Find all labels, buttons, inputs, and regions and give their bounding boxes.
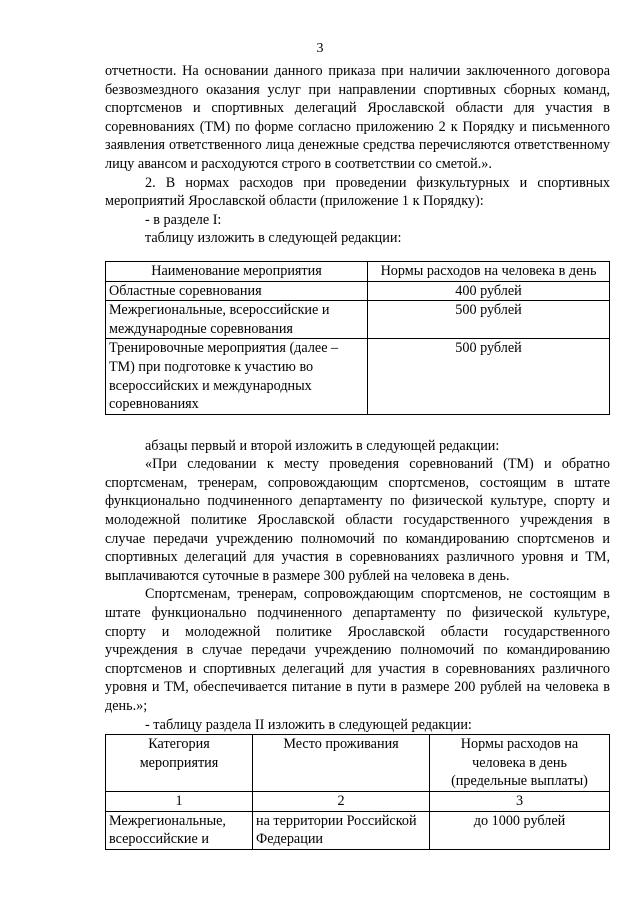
column-number: 1 (106, 791, 253, 811)
table-cell: Межрегиональные, всероссийские и (106, 811, 253, 849)
table-cell: до 1000 рублей (430, 811, 610, 849)
table-number-row (106, 791, 610, 811)
table-header-cell: Категория мероприятия (106, 735, 253, 792)
paragraph: отчетности. На основании данного приказа при наличии заключенного договора безвозмездного оказания услуг при направлении спортивных сборных команд, спортсменов и спортивных делегаций Ярославской области для участия в соревнованиях (ТМ) по форме согласно приложению 2 к Порядку и письменного заявления ответственного лица денежные средства перечисляются ответственному лицу авансом и расходуются строго в соответствии со сметой.». (105, 63, 610, 172)
table-row (106, 281, 610, 301)
column-number: 3 (430, 791, 610, 811)
paragraph: абзацы первый и второй изложить в следующей редакции: (145, 437, 500, 454)
table-cell: 500 рублей (368, 339, 610, 414)
table-cell: Межрегиональные, всероссийские и международные соревнования (106, 301, 368, 339)
paragraph: Спортсменам, тренерам, сопровождающим спортсменов, не состоящим в штате функционально подчиненного департаменту по физической культуре, спорту и молодежной политике Ярославской области государственного учреждения в случае передачи учреждению полномочий по командированию спортсменов и спортивных делегаций для участия в соревнованиях различного уровня и ТМ, обеспечивается питание в пути в размере 200 рублей на человека в день.»; (105, 586, 610, 714)
table-cell: на территории Российской Федерации (253, 811, 430, 849)
paragraph: - таблицу раздела II изложить в следующей редакции: (145, 716, 472, 733)
document-body (105, 62, 610, 850)
table-row (106, 339, 610, 414)
column-number: 2 (253, 791, 430, 811)
paragraph: таблицу изложить в следующей редакции: (145, 230, 402, 247)
table-header-cell: Наименование мероприятия (106, 261, 368, 281)
expense-norms-table (105, 261, 610, 415)
paragraph: - в разделе I: (145, 211, 222, 228)
paragraph: 2. В нормах расходов при проведении физкультурных и спортивных мероприятий Ярославской области (приложение 1 к Порядку): (105, 174, 610, 210)
table-header-row (106, 261, 610, 281)
table-cell: 400 рублей (368, 281, 610, 301)
table-cell: Тренировочные мероприятия (далее – ТМ) при подготовке к участию во всероссийских и международных соревнованиях (106, 339, 368, 414)
table-row (106, 811, 610, 849)
table-header-cell: Место проживания (253, 735, 430, 792)
page-number: 3 (316, 41, 324, 56)
accommodation-norms-table (105, 734, 610, 850)
table-row (106, 301, 610, 339)
table-header-cell: Нормы расходов на человека в день (предельные выплаты) (430, 735, 610, 792)
table-cell: Областные соревнования (106, 281, 368, 301)
table-cell: 500 рублей (368, 301, 610, 339)
table-header-row (106, 735, 610, 792)
paragraph: «При следовании к месту проведения соревнований (ТМ) и обратно спортсменам, тренерам, сопровождающим спортсменов, состоящим в штате функционально подчиненного департаменту по физической культуре, спорту и молодежной политике Ярославской области государственного учреждения в случае передачи учреждению полномочий по командированию спортсменов и спортивных делегаций для участия в соревнованиях различного уровня и ТМ, выплачиваются суточные в размере 300 рублей на человека в день. (105, 456, 610, 584)
table-header-cell: Нормы расходов на человека в день (368, 261, 610, 281)
